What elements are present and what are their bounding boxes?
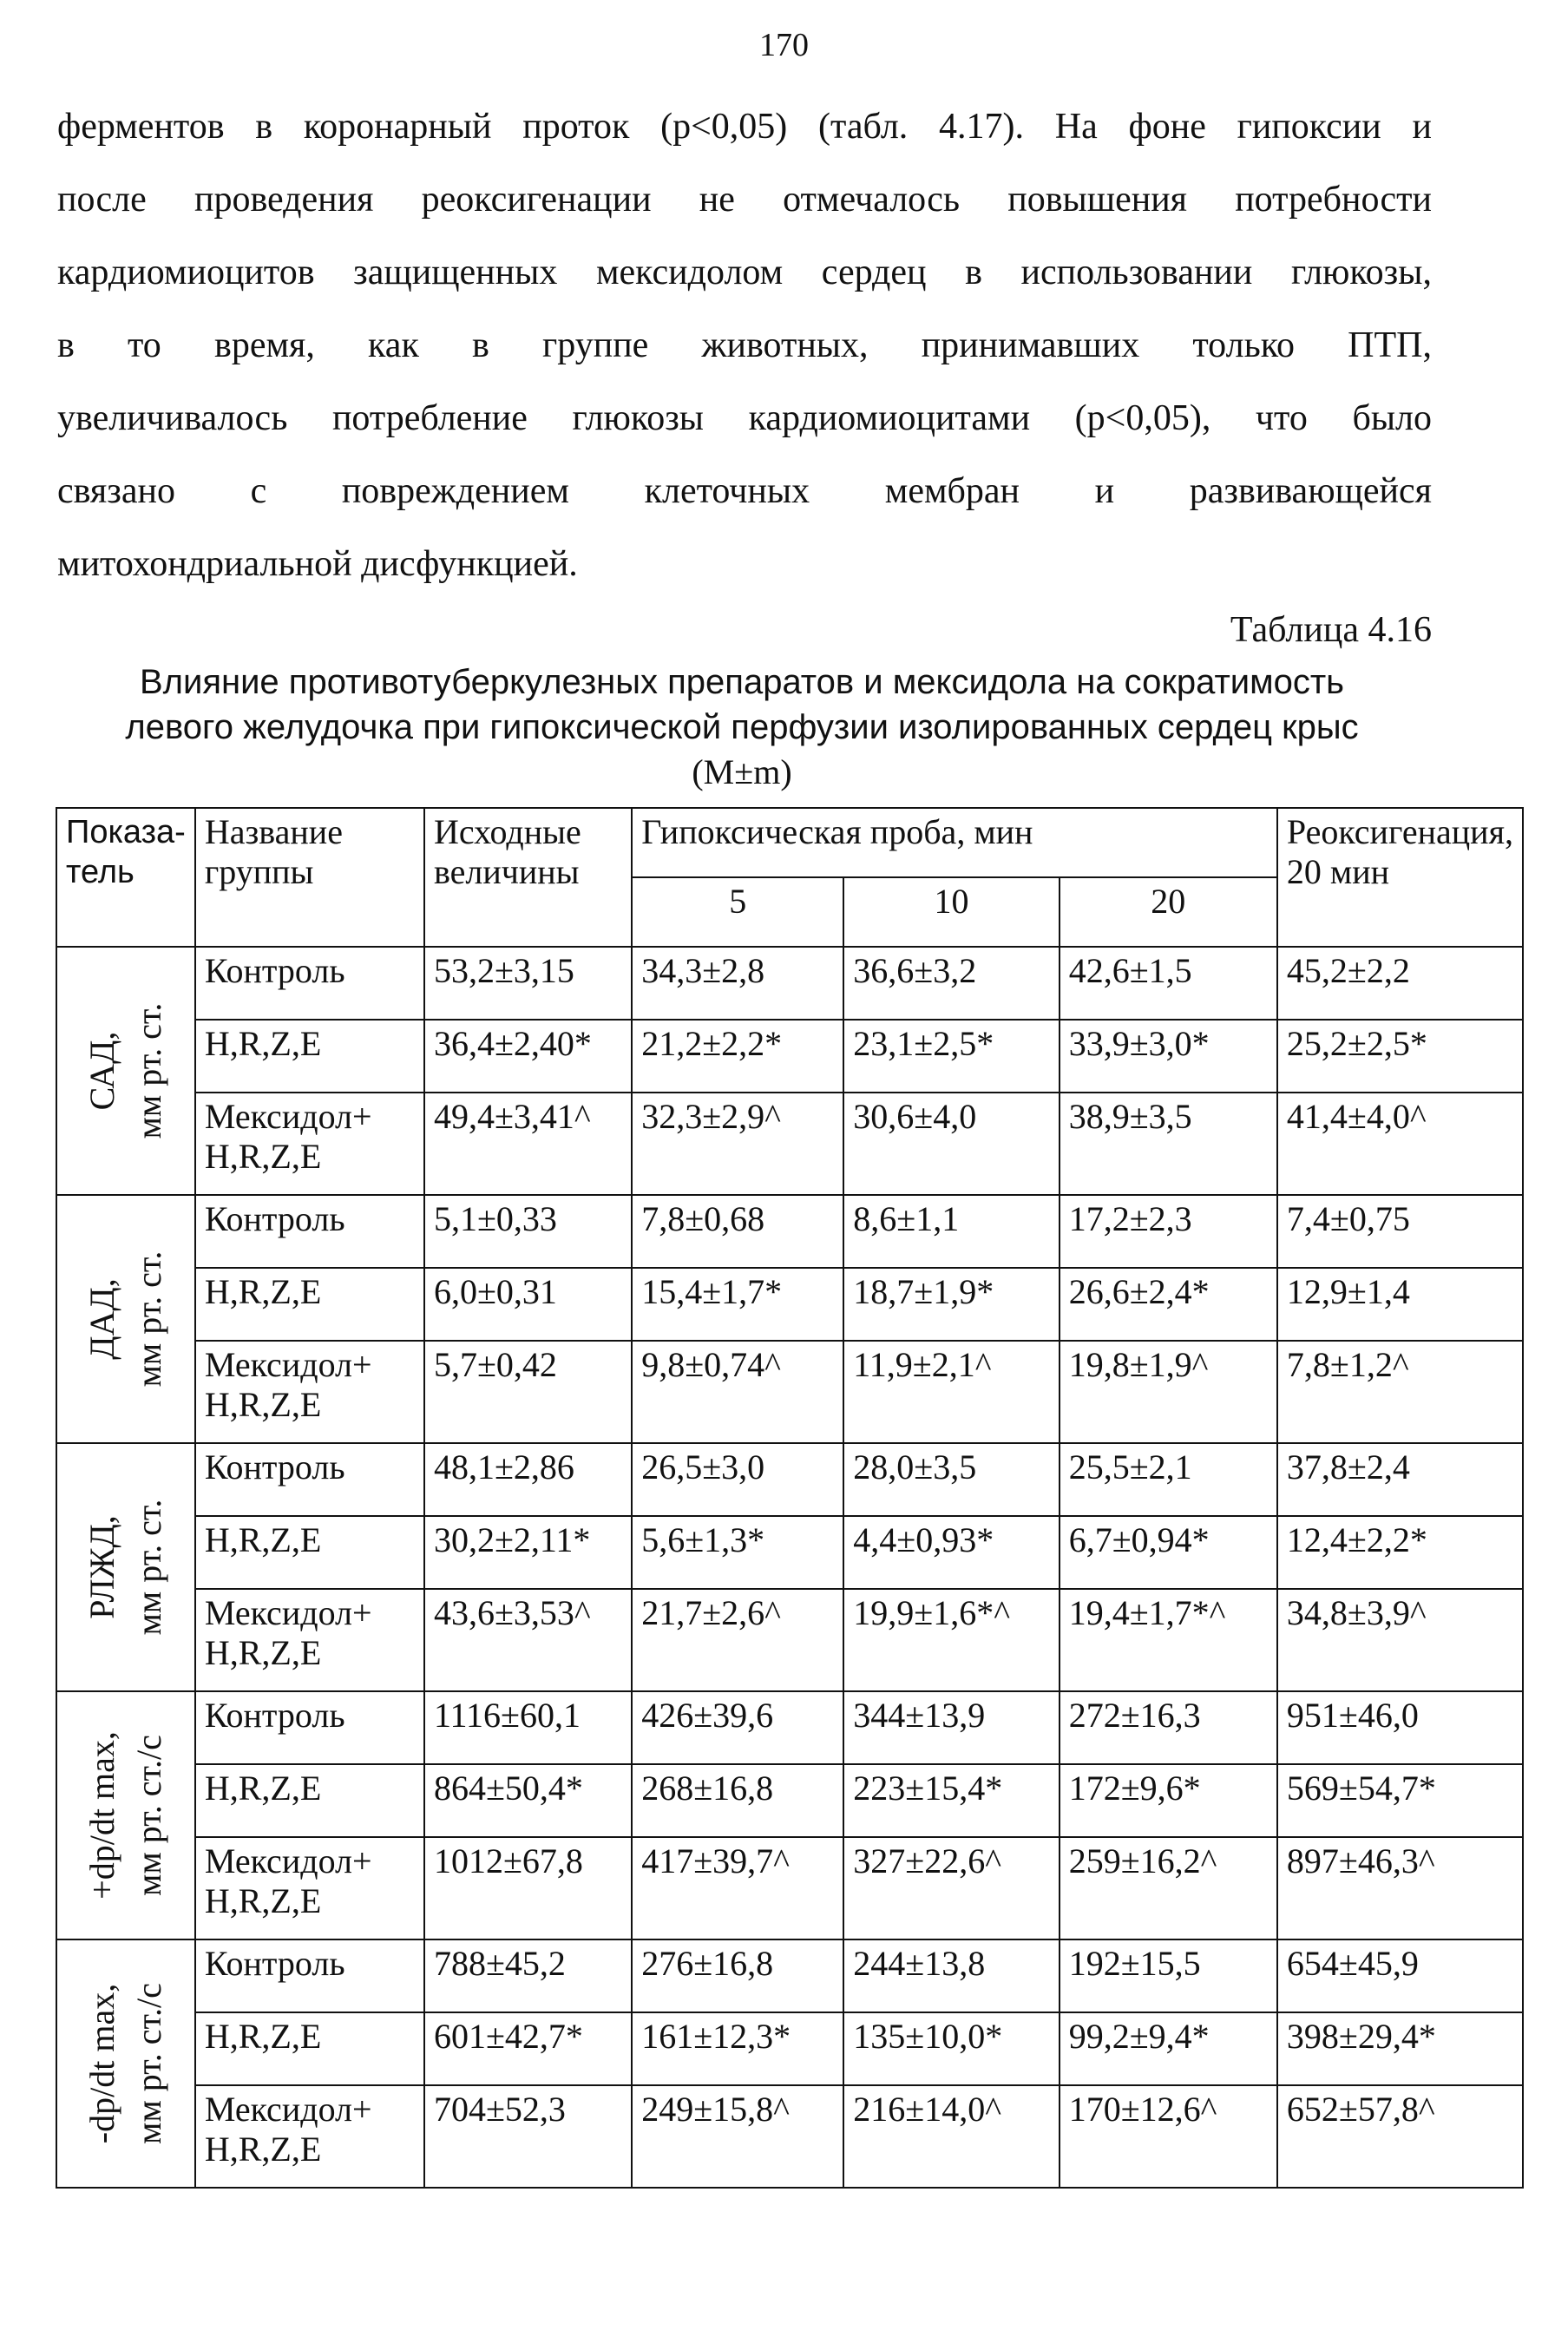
- value-cell-min20: 42,6±1,5: [1060, 947, 1277, 1020]
- table-row: [56, 2085, 1523, 2188]
- table-row: [56, 1443, 1523, 1516]
- value-cell-min5: 21,2±2,2*: [632, 1020, 843, 1093]
- group-cell: H,R,Z,E: [195, 1516, 424, 1589]
- value-cell-min20: 172±9,6*: [1060, 1764, 1277, 1837]
- page-number: 170: [759, 27, 809, 63]
- value-cell-min5: 34,3±2,8: [632, 947, 843, 1020]
- header-baseline: Исходные величины: [424, 808, 632, 947]
- group-cell: Мексидол+ H,R,Z,E: [195, 1341, 424, 1443]
- value-cell-min20: 26,6±2,4*: [1060, 1268, 1277, 1341]
- value-cell-reox: 41,4±4,0^: [1277, 1093, 1523, 1195]
- value-cell-min10: 19,9±1,6*^: [843, 1589, 1059, 1691]
- value-cell-min10: 216±14,0^: [843, 2085, 1059, 2188]
- value-cell-baseline: 601±42,7*: [424, 2012, 632, 2085]
- value-cell-min20: 259±16,2^: [1060, 1837, 1277, 1939]
- header-hypoxia: Гипоксическая проба, мин: [632, 808, 1277, 877]
- value-cell-min10: 18,7±1,9*: [843, 1268, 1059, 1341]
- indicator-label: [79, 1983, 173, 2144]
- indicator-name: РЛЖД,: [82, 1515, 121, 1619]
- value-cell-min20: 170±12,6^: [1060, 2085, 1277, 2188]
- value-cell-min10: 327±22,6^: [843, 1837, 1059, 1939]
- group-cell: Контроль: [195, 1443, 424, 1516]
- paragraph-line: после проведения реоксигенации не отмечалось повышения потребности: [57, 180, 1432, 220]
- table-title-line: (M±m): [692, 752, 792, 791]
- value-cell-baseline: 1012±67,8: [424, 1837, 632, 1939]
- indicator-name: +dp/dt max,: [82, 1731, 121, 1900]
- value-cell-min20: 272±16,3: [1060, 1691, 1277, 1764]
- value-cell-min5: 161±12,3*: [632, 2012, 843, 2085]
- table-row: [56, 1516, 1523, 1589]
- value-cell-baseline: 53,2±3,15: [424, 947, 632, 1020]
- header-group: Название группы: [195, 808, 424, 947]
- table-row: [56, 1691, 1523, 1764]
- group-cell: H,R,Z,E: [195, 2012, 424, 2085]
- indicator-cell: [56, 1443, 195, 1691]
- indicator-cell: [56, 1939, 195, 2188]
- value-cell-min20: 19,4±1,7*^: [1060, 1589, 1277, 1691]
- value-cell-reox: 45,2±2,2: [1277, 947, 1523, 1020]
- paragraph-line: ферментов в коронарный проток (р<0,05) (табл. 4.17). На фоне гипоксии и: [57, 107, 1432, 147]
- group-cell: H,R,Z,E: [195, 1764, 424, 1837]
- value-cell-min10: 8,6±1,1: [843, 1195, 1059, 1268]
- table-row: [56, 1837, 1523, 1939]
- table-row: [56, 1020, 1523, 1093]
- value-cell-reox: 654±45,9: [1277, 1939, 1523, 2012]
- value-cell-min5: 5,6±1,3*: [632, 1516, 843, 1589]
- table-body: [56, 947, 1523, 2188]
- indicator-cell: [56, 1195, 195, 1443]
- table-title-line: левого желудочка при гипоксической перфузии изолированных сердец крыс: [125, 708, 1359, 746]
- indicator-label: [79, 1731, 173, 1900]
- value-cell-min5: 249±15,8^: [632, 2085, 843, 2188]
- value-cell-reox: 951±46,0: [1277, 1691, 1523, 1764]
- header-min20: 20: [1060, 877, 1277, 947]
- value-cell-reox: 34,8±3,9^: [1277, 1589, 1523, 1691]
- value-cell-min5: 32,3±2,9^: [632, 1093, 843, 1195]
- value-cell-min10: 4,4±0,93*: [843, 1516, 1059, 1589]
- paragraph-line: митохондриальной дисфункцией.: [57, 544, 578, 584]
- table-row: [56, 1093, 1523, 1195]
- header-indicator: Показа-тель: [56, 808, 195, 947]
- value-cell-baseline: 48,1±2,86: [424, 1443, 632, 1516]
- header-reox: Реоксигенация, 20 мин: [1277, 808, 1523, 947]
- value-cell-min10: 223±15,4*: [843, 1764, 1059, 1837]
- header-min5: 5: [632, 877, 843, 947]
- indicator-unit: мм рт. ст./с: [128, 1735, 168, 1896]
- value-cell-baseline: 36,4±2,40*: [424, 1020, 632, 1093]
- indicator-name: САД,: [82, 1031, 121, 1111]
- value-cell-reox: 897±46,3^: [1277, 1837, 1523, 1939]
- value-cell-min5: 15,4±1,7*: [632, 1268, 843, 1341]
- value-cell-min5: 21,7±2,6^: [632, 1589, 843, 1691]
- group-cell: Мексидол+ H,R,Z,E: [195, 2085, 424, 2188]
- value-cell-baseline: 5,7±0,42: [424, 1341, 632, 1443]
- value-cell-min20: 19,8±1,9^: [1060, 1341, 1277, 1443]
- value-cell-baseline: 704±52,3: [424, 2085, 632, 2188]
- paragraph-line: в то время, как в группе животных, принимавших только ПТП,: [57, 325, 1432, 365]
- value-cell-reox: 25,2±2,5*: [1277, 1020, 1523, 1093]
- value-cell-baseline: 30,2±2,11*: [424, 1516, 632, 1589]
- value-cell-reox: 7,4±0,75: [1277, 1195, 1523, 1268]
- value-cell-min10: 135±10,0*: [843, 2012, 1059, 2085]
- group-cell: Мексидол+ H,R,Z,E: [195, 1589, 424, 1691]
- group-cell: Мексидол+ H,R,Z,E: [195, 1093, 424, 1195]
- body-paragraph: [57, 90, 1432, 601]
- value-cell-min5: 26,5±3,0: [632, 1443, 843, 1516]
- indicator-name: -dp/dt max,: [82, 1983, 121, 2144]
- value-cell-min20: 17,2±2,3: [1060, 1195, 1277, 1268]
- value-cell-baseline: 788±45,2: [424, 1939, 632, 2012]
- table-title: [52, 660, 1432, 795]
- indicator-cell: [56, 1691, 195, 1939]
- paragraph-line: кардиомиоцитов защищенных мексидолом сердец в использовании глюкозы,: [57, 253, 1432, 292]
- value-cell-baseline: 49,4±3,41^: [424, 1093, 632, 1195]
- group-cell: H,R,Z,E: [195, 1020, 424, 1093]
- value-cell-reox: 37,8±2,4: [1277, 1443, 1523, 1516]
- value-cell-min20: 6,7±0,94*: [1060, 1516, 1277, 1589]
- group-cell: Контроль: [195, 947, 424, 1020]
- indicator-cell: [56, 947, 195, 1195]
- value-cell-reox: 569±54,7*: [1277, 1764, 1523, 1837]
- group-cell: Контроль: [195, 1195, 424, 1268]
- value-cell-min20: 38,9±3,5: [1060, 1093, 1277, 1195]
- value-cell-baseline: 5,1±0,33: [424, 1195, 632, 1268]
- value-cell-baseline: 1116±60,1: [424, 1691, 632, 1764]
- indicator-unit: мм рт. ст./с: [128, 1983, 168, 2144]
- header-row: [56, 808, 1523, 877]
- paragraph-line: увеличивалось потребление глюкозы кардиомиоцитами (р<0,05), что было: [57, 398, 1432, 438]
- table-row: [56, 1939, 1523, 2012]
- value-cell-min5: 7,8±0,68: [632, 1195, 843, 1268]
- value-cell-reox: 398±29,4*: [1277, 2012, 1523, 2085]
- value-cell-reox: 652±57,8^: [1277, 2085, 1523, 2188]
- table-row: [56, 1589, 1523, 1691]
- indicator-unit: мм рт. ст.: [128, 1499, 168, 1636]
- table-label: Таблица 4.16: [1230, 610, 1432, 650]
- table-row: [56, 1341, 1523, 1443]
- value-cell-min10: 244±13,8: [843, 1939, 1059, 2012]
- value-cell-baseline: 6,0±0,31: [424, 1268, 632, 1341]
- value-cell-reox: 7,8±1,2^: [1277, 1341, 1523, 1443]
- indicator-unit: мм рт. ст.: [128, 1250, 168, 1388]
- table-row: [56, 1268, 1523, 1341]
- value-cell-min5: 276±16,8: [632, 1939, 843, 2012]
- value-cell-reox: 12,9±1,4: [1277, 1268, 1523, 1341]
- value-cell-min20: 33,9±3,0*: [1060, 1020, 1277, 1093]
- value-cell-min10: 30,6±4,0: [843, 1093, 1059, 1195]
- value-cell-min10: 36,6±3,2: [843, 947, 1059, 1020]
- value-cell-min10: 11,9±2,1^: [843, 1341, 1059, 1443]
- indicator-name: ДАД,: [82, 1278, 121, 1360]
- table-row: [56, 1764, 1523, 1837]
- group-cell: Контроль: [195, 1939, 424, 2012]
- value-cell-min20: 99,2±9,4*: [1060, 2012, 1277, 2085]
- paragraph-line: связано с повреждением клеточных мембран и развивающейся: [57, 471, 1432, 511]
- data-table: [56, 807, 1524, 2189]
- group-cell: H,R,Z,E: [195, 1268, 424, 1341]
- indicator-label: [79, 1003, 173, 1139]
- value-cell-baseline: 864±50,4*: [424, 1764, 632, 1837]
- group-cell: Контроль: [195, 1691, 424, 1764]
- value-cell-min5: 268±16,8: [632, 1764, 843, 1837]
- table-title-line: Влияние противотуберкулезных препаратов и мексидола на сократимость: [139, 663, 1345, 701]
- value-cell-min5: 417±39,7^: [632, 1837, 843, 1939]
- indicator-label: [79, 1251, 173, 1388]
- value-cell-min20: 192±15,5: [1060, 1939, 1277, 2012]
- value-cell-min5: 9,8±0,74^: [632, 1341, 843, 1443]
- value-cell-min5: 426±39,6: [632, 1691, 843, 1764]
- table-row: [56, 1195, 1523, 1268]
- table-row: [56, 947, 1523, 1020]
- value-cell-min10: 344±13,9: [843, 1691, 1059, 1764]
- header-min10: 10: [843, 877, 1059, 947]
- value-cell-min10: 28,0±3,5: [843, 1443, 1059, 1516]
- group-cell: Мексидол+ H,R,Z,E: [195, 1837, 424, 1939]
- indicator-unit: мм рт. ст.: [128, 1002, 168, 1139]
- value-cell-reox: 12,4±2,2*: [1277, 1516, 1523, 1589]
- table-row: [56, 2012, 1523, 2085]
- value-cell-min10: 23,1±2,5*: [843, 1020, 1059, 1093]
- indicator-label: [79, 1500, 173, 1636]
- value-cell-min20: 25,5±2,1: [1060, 1443, 1277, 1516]
- value-cell-baseline: 43,6±3,53^: [424, 1589, 632, 1691]
